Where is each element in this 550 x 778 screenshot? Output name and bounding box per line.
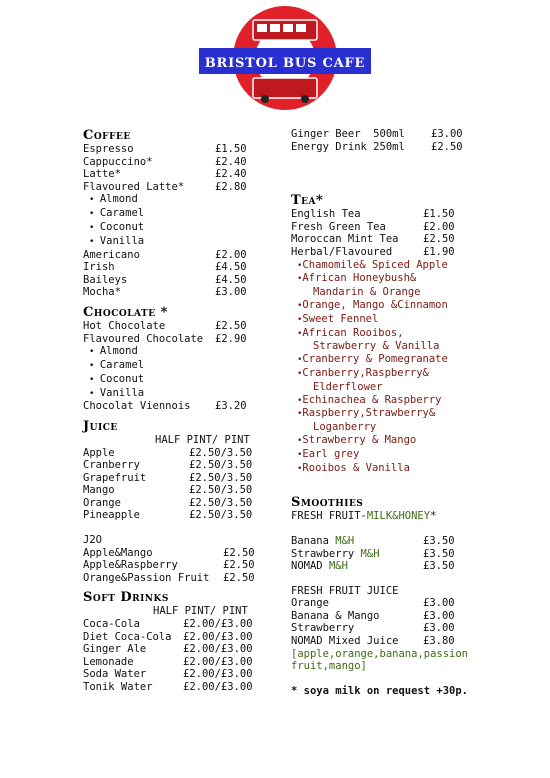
smoothie-row <box>291 535 541 548</box>
menu-item-price: £2.90 <box>215 332 247 345</box>
menu-item-price: £2.40 <box>215 168 247 181</box>
menu-item-price: £2.00 <box>423 220 455 233</box>
menu-item-name: Herbal/Flavoured <box>291 245 393 258</box>
menu-item-name: Ginger Beer 500ml <box>291 128 405 140</box>
menu-item-name: Energy Drink 250ml <box>291 140 405 153</box>
menu-item-price: £2.50/3.50 <box>189 446 253 459</box>
menu-item-name: Chocolat Viennois <box>83 400 191 413</box>
smoothie-price: £3.50 <box>423 560 455 573</box>
smoothie-row <box>291 560 541 573</box>
menu-item-row <box>291 141 541 154</box>
smoothie-base: Strawberry <box>291 547 361 560</box>
menu-item-price: £2.40 <box>215 155 247 168</box>
menu-item-price: £2.00/£3.00 <box>183 655 253 668</box>
menu-item-price: £3.00 <box>423 622 455 635</box>
menu-item-price: £3.00 <box>431 128 463 140</box>
menu-item-row <box>83 400 283 413</box>
menu-item-price: £1.90 <box>423 245 455 258</box>
menu-item-row <box>83 459 283 472</box>
menu-item-row <box>83 320 283 333</box>
menu-item-name: Banana & Mango <box>291 609 380 622</box>
tea-flavour-continuation: Loganberry <box>313 421 377 434</box>
menu-item-row <box>291 233 541 246</box>
tea-flavour-continuation: Mandarin & Orange <box>313 286 421 299</box>
menu-item-row <box>83 333 283 346</box>
wheel-icon <box>301 95 309 103</box>
menu-item-name: Apple <box>83 446 115 459</box>
menu-item-row <box>83 618 283 631</box>
menu-item-name: Moroccan Mint Tea <box>291 233 399 246</box>
menu-item-name: Cranberry <box>83 459 140 472</box>
bristol-bus-cafe-logo <box>195 2 375 114</box>
smoothies-heading: Smoothies <box>291 495 364 511</box>
menu-item-name: Soda Water <box>83 668 147 681</box>
tea-flavour-item: • Strawberry & Mango <box>291 434 541 448</box>
menu-item-name: Pineapple <box>83 509 140 522</box>
menu-item-name: Hot Chocolate <box>83 319 166 332</box>
menu-item-name: Fresh Green Tea <box>291 220 386 233</box>
menu-item-price: £2.50/3.50 <box>189 509 253 522</box>
menu-item-row <box>291 597 541 610</box>
menu-item-row <box>83 547 283 560</box>
menu-item-price: £2.50/3.50 <box>189 496 253 509</box>
menu-item-row <box>83 249 283 262</box>
menu-item-row <box>83 509 283 522</box>
menu-item-price: £3.00 <box>423 609 455 622</box>
tea-flavour-item: • Orange, Mango &Cinnamon <box>291 299 541 313</box>
menu-item-row <box>83 681 283 694</box>
coffee-heading: Coffee <box>83 128 131 143</box>
menu-item-name: Irish <box>83 261 115 274</box>
menu-item-row <box>83 572 283 585</box>
flavour-item: • Caramel <box>83 207 283 221</box>
menu-item-price: £2.50 <box>423 233 455 246</box>
smoothie-row <box>291 548 541 561</box>
menu-item-row <box>83 484 283 497</box>
smoothie-price: £3.50 <box>423 534 455 547</box>
menu-item-price: £2.00/£3.00 <box>183 681 253 693</box>
tea-flavour-item: • Cranberry,Raspberry& <box>291 367 541 381</box>
menu-item-name: Orange <box>291 597 329 610</box>
menu-item-price: £2.50 <box>223 571 255 584</box>
menu-item-name: Americano <box>83 248 140 261</box>
menu-item-price: £4.50 <box>215 273 247 286</box>
logo-text: BRISTOL BUS CAFE <box>204 56 366 71</box>
menu-item-name: English Tea <box>291 208 361 221</box>
menu-item-row <box>83 261 283 274</box>
menu-item-row <box>83 181 283 194</box>
tea-flavour-item: • African Honeybush& <box>291 272 541 286</box>
tea-flavour-item: • Cranberry & Pomegranate <box>291 353 541 367</box>
menu-item-row <box>291 128 541 141</box>
menu-item-name: Orange&Passion Fruit <box>83 571 210 584</box>
menu-item-name: Diet Coca-Cola <box>83 630 172 643</box>
menu-item-name: Apple&Raspberry <box>83 559 178 572</box>
fresh-juice-label: FRESH FRUIT JUICE <box>291 584 399 597</box>
menu-item-price: £2.50/3.50 <box>189 471 253 484</box>
smoothie-name <box>291 548 423 561</box>
menu-item-name: Orange <box>83 496 121 509</box>
menu-item-name: Espresso <box>83 143 134 155</box>
menu-item-name: NOMAD Mixed Juice <box>291 635 399 648</box>
tea-flavour-item: • Earl grey <box>291 448 541 462</box>
menu-item-price: £2.00/£3.00 <box>183 668 253 681</box>
menu-item-row <box>83 274 283 287</box>
menu-item-price: £2.00/£3.00 <box>183 618 253 631</box>
smoothie-mh: M&H <box>335 534 355 547</box>
smoothie-mh: M&H <box>360 547 380 560</box>
wheel-icon <box>261 95 269 103</box>
smoothie-base: NOMAD <box>291 560 329 573</box>
chocolate-heading: Chocolate * <box>83 304 168 320</box>
flavour-item: • Almond <box>83 345 283 359</box>
tea-flavour-item: • Sweet Fennel <box>291 313 541 327</box>
bus-window-icon <box>283 24 293 32</box>
tea-flavour-item: • Rooibos & Vanilla <box>291 462 541 476</box>
menu-item-row <box>83 497 283 510</box>
nomad-mix-line-1: [apple,orange,banana,passion <box>291 647 469 660</box>
smoothie-name <box>291 535 423 548</box>
flavour-item: • Vanilla <box>83 387 283 401</box>
menu-item-row <box>291 610 541 623</box>
tea-flavour-item: • Chamomile& Spiced Apple <box>291 259 541 273</box>
menu-item-row <box>83 472 283 485</box>
menu-item-name: Apple&Mango <box>83 546 153 559</box>
menu-item-row <box>83 156 283 169</box>
menu-item-row <box>83 668 283 681</box>
menu-item-price: £2.50 <box>223 559 255 572</box>
tea-flavour-item: • Raspberry,Strawberry& <box>291 407 541 421</box>
menu-item-name: Flavoured Chocolate <box>83 332 204 345</box>
menu-item-price: £4.50 <box>215 261 247 274</box>
juice-size-header: HALF PINT/ PINT <box>155 433 250 446</box>
tea-heading: Tea* <box>291 193 324 209</box>
menu-item-name: Baileys <box>83 273 128 286</box>
menu-item-price: £1.50 <box>215 143 247 155</box>
smoothies-sub-c: * <box>430 510 437 523</box>
tea-flavour-continuation: Strawberry & Vanilla <box>313 340 440 353</box>
menu-item-price: £1.50 <box>423 208 455 221</box>
menu-item-name: Mocha* <box>83 286 121 299</box>
flavour-item: • Coconut <box>83 373 283 387</box>
menu-item-name: Grapefruit <box>83 471 147 484</box>
bus-bottom-icon <box>253 78 317 98</box>
smoothie-price: £3.50 <box>423 547 455 560</box>
tea-flavour-item: • Echinachea & Raspberry <box>291 394 541 408</box>
menu-item-name: Latte* <box>83 168 121 181</box>
flavour-item: • Caramel <box>83 359 283 373</box>
menu-item-price: £2.50 <box>215 319 247 332</box>
menu-item-price: £2.80 <box>215 180 247 193</box>
menu-item-name: Coca-Cola <box>83 618 140 631</box>
menu-item-name: Ginger Ale <box>83 643 147 656</box>
menu-item-row <box>83 168 283 181</box>
tea-flavour-item: • African Rooibos, <box>291 327 541 341</box>
bus-window-icon <box>257 24 267 32</box>
menu-item-row <box>291 221 541 234</box>
menu-item-name: Tonik Water <box>83 681 153 693</box>
menu-item-price: £2.00/£3.00 <box>183 643 253 656</box>
right-column <box>291 128 541 697</box>
menu-item-row <box>291 622 541 635</box>
menu-item-row <box>83 559 283 572</box>
soft-drinks-heading: Soft Drinks <box>83 590 169 606</box>
menu-item-row <box>83 656 283 669</box>
j2o-label: J2O <box>83 534 102 547</box>
menu-item-row <box>83 643 283 656</box>
menu-item-price: £2.50/3.50 <box>189 459 253 472</box>
menu-item-price: £3.00 <box>215 286 247 299</box>
bus-window-icon <box>270 24 280 32</box>
menu-item-price: £3.80 <box>423 635 455 648</box>
menu-item-price: £2.00/£3.00 <box>183 630 253 643</box>
menu-item-name: Mango <box>83 484 115 497</box>
tea-flavour-continuation: Elderflower <box>313 380 383 393</box>
smoothies-sub-a: FRESH FRUIT- <box>291 510 367 523</box>
menu-item-name: Lemonade <box>83 655 134 668</box>
flavour-item: • Almond <box>83 193 283 207</box>
menu-item-price: £2.50 <box>223 546 255 559</box>
soft-size-header: HALF PINT/ PINT <box>153 605 248 618</box>
flavour-item: • Coconut <box>83 221 283 235</box>
menu-item-name: Strawberry <box>291 622 355 635</box>
menu-item-row <box>83 447 283 460</box>
left-column <box>83 128 283 694</box>
menu-item-name: Cappuccino* <box>83 155 153 168</box>
menu-item-price: £3.00 <box>423 597 455 610</box>
juice-heading: Juice <box>83 418 118 434</box>
menu-item-row <box>83 143 283 156</box>
smoothie-mh: M&H <box>328 560 348 573</box>
nomad-mix-line-2: fruit,mango] <box>291 660 367 673</box>
menu-item-row <box>83 286 283 299</box>
menu-item-price: £2.00 <box>215 248 247 261</box>
menu-item-price: £2.50 <box>431 140 463 153</box>
menu-item-row <box>291 208 541 221</box>
menu-item-name: Flavoured Latte* <box>83 180 185 193</box>
soya-note: * soya milk on request +30p. <box>291 684 469 697</box>
menu-item-price: £2.50/3.50 <box>189 484 253 497</box>
smoothie-name <box>291 560 423 573</box>
menu-item-row <box>83 631 283 644</box>
flavour-item: • Vanilla <box>83 235 283 249</box>
bus-window-icon <box>296 24 306 32</box>
smoothies-sub-b: MILK&HONEY <box>366 510 431 523</box>
menu-item-row <box>291 635 541 648</box>
smoothie-base: Banana <box>291 534 336 547</box>
smoothies-subtitle <box>291 510 541 523</box>
menu-item-row <box>291 246 541 259</box>
menu-item-price: £3.20 <box>215 400 247 413</box>
